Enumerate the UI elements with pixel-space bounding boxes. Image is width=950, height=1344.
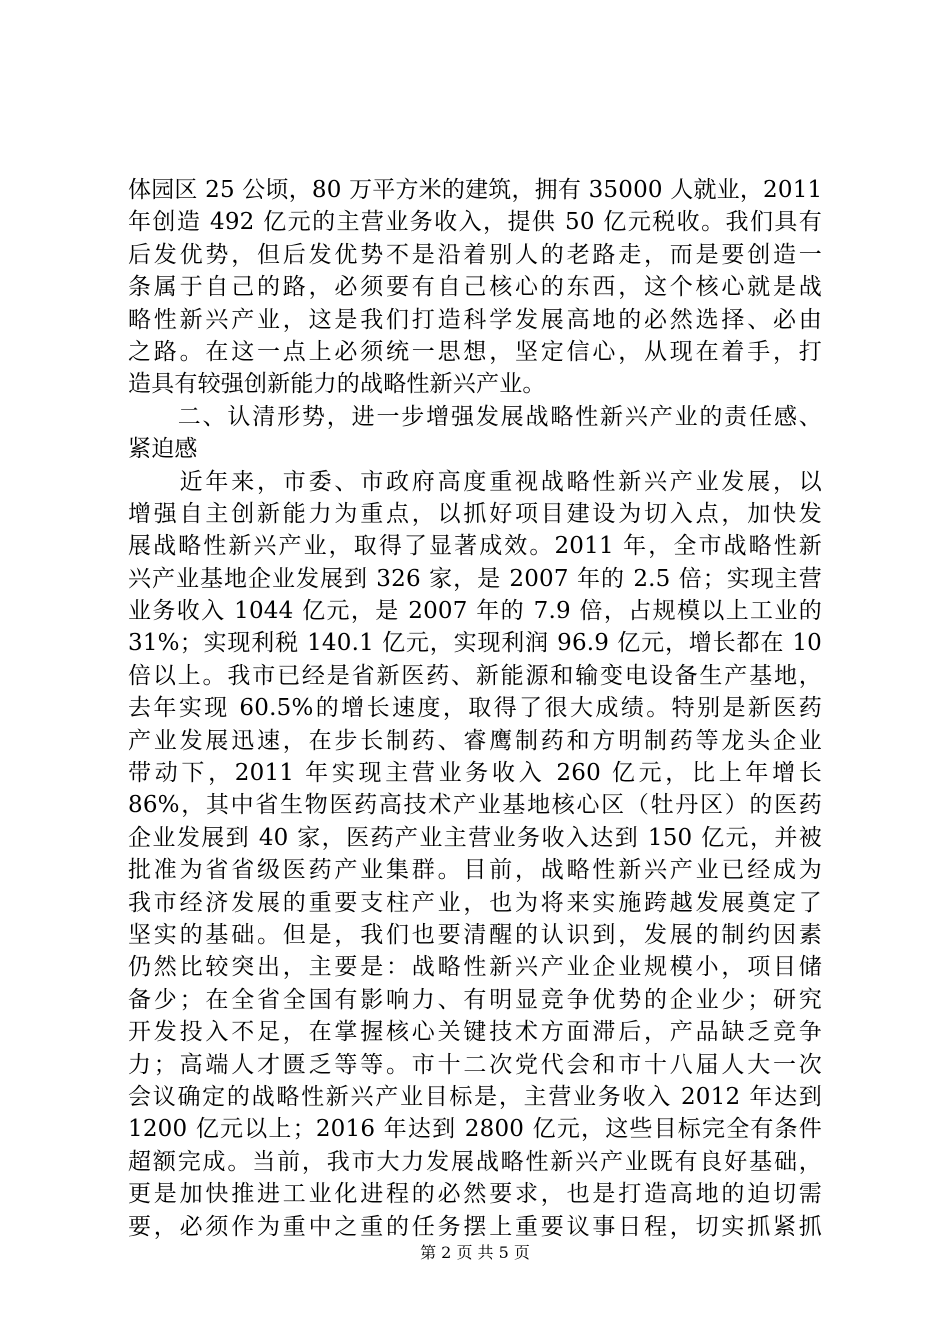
text-line-24: 坚实的基础。但是，我们也要清醒的认识到，发展的制约因素 bbox=[128, 921, 822, 948]
text-line-26: 备少；在全省全国有影响力、有明显竞争优势的企业少；研究 bbox=[128, 986, 822, 1013]
text-line-14: 业务收入 1044 亿元，是 2007 年的 7.9 倍，占规模以上工业的 bbox=[128, 598, 822, 625]
text-line-2: 年创造 492 亿元的主营业务收入，提供 50 亿元税收。我们具有 bbox=[128, 209, 822, 236]
text-line-30: 1200 亿元以上；2016 年达到 2800 亿元，这些目标完全有条件 bbox=[128, 1116, 822, 1143]
text-line-10: 近年来，市委、市政府高度重视战略性新兴产业发展，以 bbox=[128, 468, 822, 495]
page-number-footer: 第 2 页 共 5 页 bbox=[420, 1243, 530, 1262]
text-line-29: 会议确定的战略性新兴产业目标是，主营业务收入 2012 年达到 bbox=[128, 1083, 822, 1110]
text-line-17: 去年实现 60.5%的增长速度，取得了很大成绩。特别是新医药 bbox=[128, 695, 822, 722]
text-line-7: 造具有较强创新能力的战略性新兴产业。 bbox=[128, 371, 546, 398]
text-line-19: 带动下，2011 年实现主营业务收入 260 亿元，比上年增长 bbox=[128, 760, 822, 787]
text-line-23: 我市经济发展的重要支柱产业，也为将来实施跨越发展奠定了 bbox=[128, 889, 822, 916]
text-line-12: 展战略性新兴产业，取得了显著成效。2011 年，全市战略性新 bbox=[128, 533, 822, 560]
text-line-27: 开发投入不足，在掌握核心关键技术方面滞后，产品缺乏竞争 bbox=[128, 1019, 822, 1046]
text-line-28: 力；高端人才匮乏等等。市十二次党代会和市十八届人大一次 bbox=[128, 1051, 822, 1078]
text-line-6: 之路。在这一点上必须统一思想，坚定信心，从现在着手，打 bbox=[128, 338, 822, 365]
text-line-33: 要，必须作为重中之重的任务摆上重要议事日程，切实抓紧抓 bbox=[128, 1213, 822, 1240]
text-line-15: 31%；实现利税 140.1 亿元，实现利润 96.9 亿元，增长都在 10 bbox=[128, 630, 822, 657]
text-line-1: 体园区 25 公顷，80 万平方米的建筑，拥有 35000 人就业，2011 bbox=[128, 177, 822, 203]
text-line-11: 增强自主创新能力为重点，以抓好项目建设为切入点，加快发 bbox=[128, 500, 822, 527]
section-heading-line-2: 紧迫感 bbox=[128, 436, 198, 463]
text-line-4: 条属于自己的路，必须要有自己核心的东西，这个核心就是战 bbox=[128, 274, 822, 301]
text-line-18: 产业发展迅速，在步长制药、睿鹰制药和方明制药等龙头企业 bbox=[128, 727, 822, 754]
text-line-5: 略性新兴产业，这是我们打造科学发展高地的必然选择、必由 bbox=[128, 306, 822, 333]
text-line-20: 86%，其中省生物医药高技术产业基地核心区（牡丹区）的医药 bbox=[128, 792, 822, 819]
text-line-13: 兴产业基地企业发展到 326 家，是 2007 年的 2.5 倍；实现主营 bbox=[128, 565, 822, 592]
document-body bbox=[128, 174, 822, 1243]
text-line-16: 倍以上。我市已经是省新医药、新能源和输变电设备生产基地， bbox=[128, 662, 822, 689]
text-line-22: 批准为省省级医药产业集群。目前，战略性新兴产业已经成为 bbox=[128, 857, 822, 884]
text-line-25: 仍然比较突出，主要是：战略性新兴产业企业规模小，项目储 bbox=[128, 954, 822, 981]
text-line-3: 后发优势，但后发优势不是沿着别人的老路走，而是要创造一 bbox=[128, 241, 822, 268]
text-line-31: 超额完成。当前，我市大力发展战略性新兴产业既有良好基础， bbox=[128, 1148, 822, 1175]
text-line-32: 更是加快推进工业化进程的必然要求，也是打造高地的迫切需 bbox=[128, 1181, 822, 1208]
section-heading-line-1: 二、认清形势，进一步增强发展战略性新兴产业的责任感、 bbox=[128, 403, 822, 430]
text-line-21: 企业发展到 40 家，医药产业主营业务收入达到 150 亿元，并被 bbox=[128, 824, 822, 851]
